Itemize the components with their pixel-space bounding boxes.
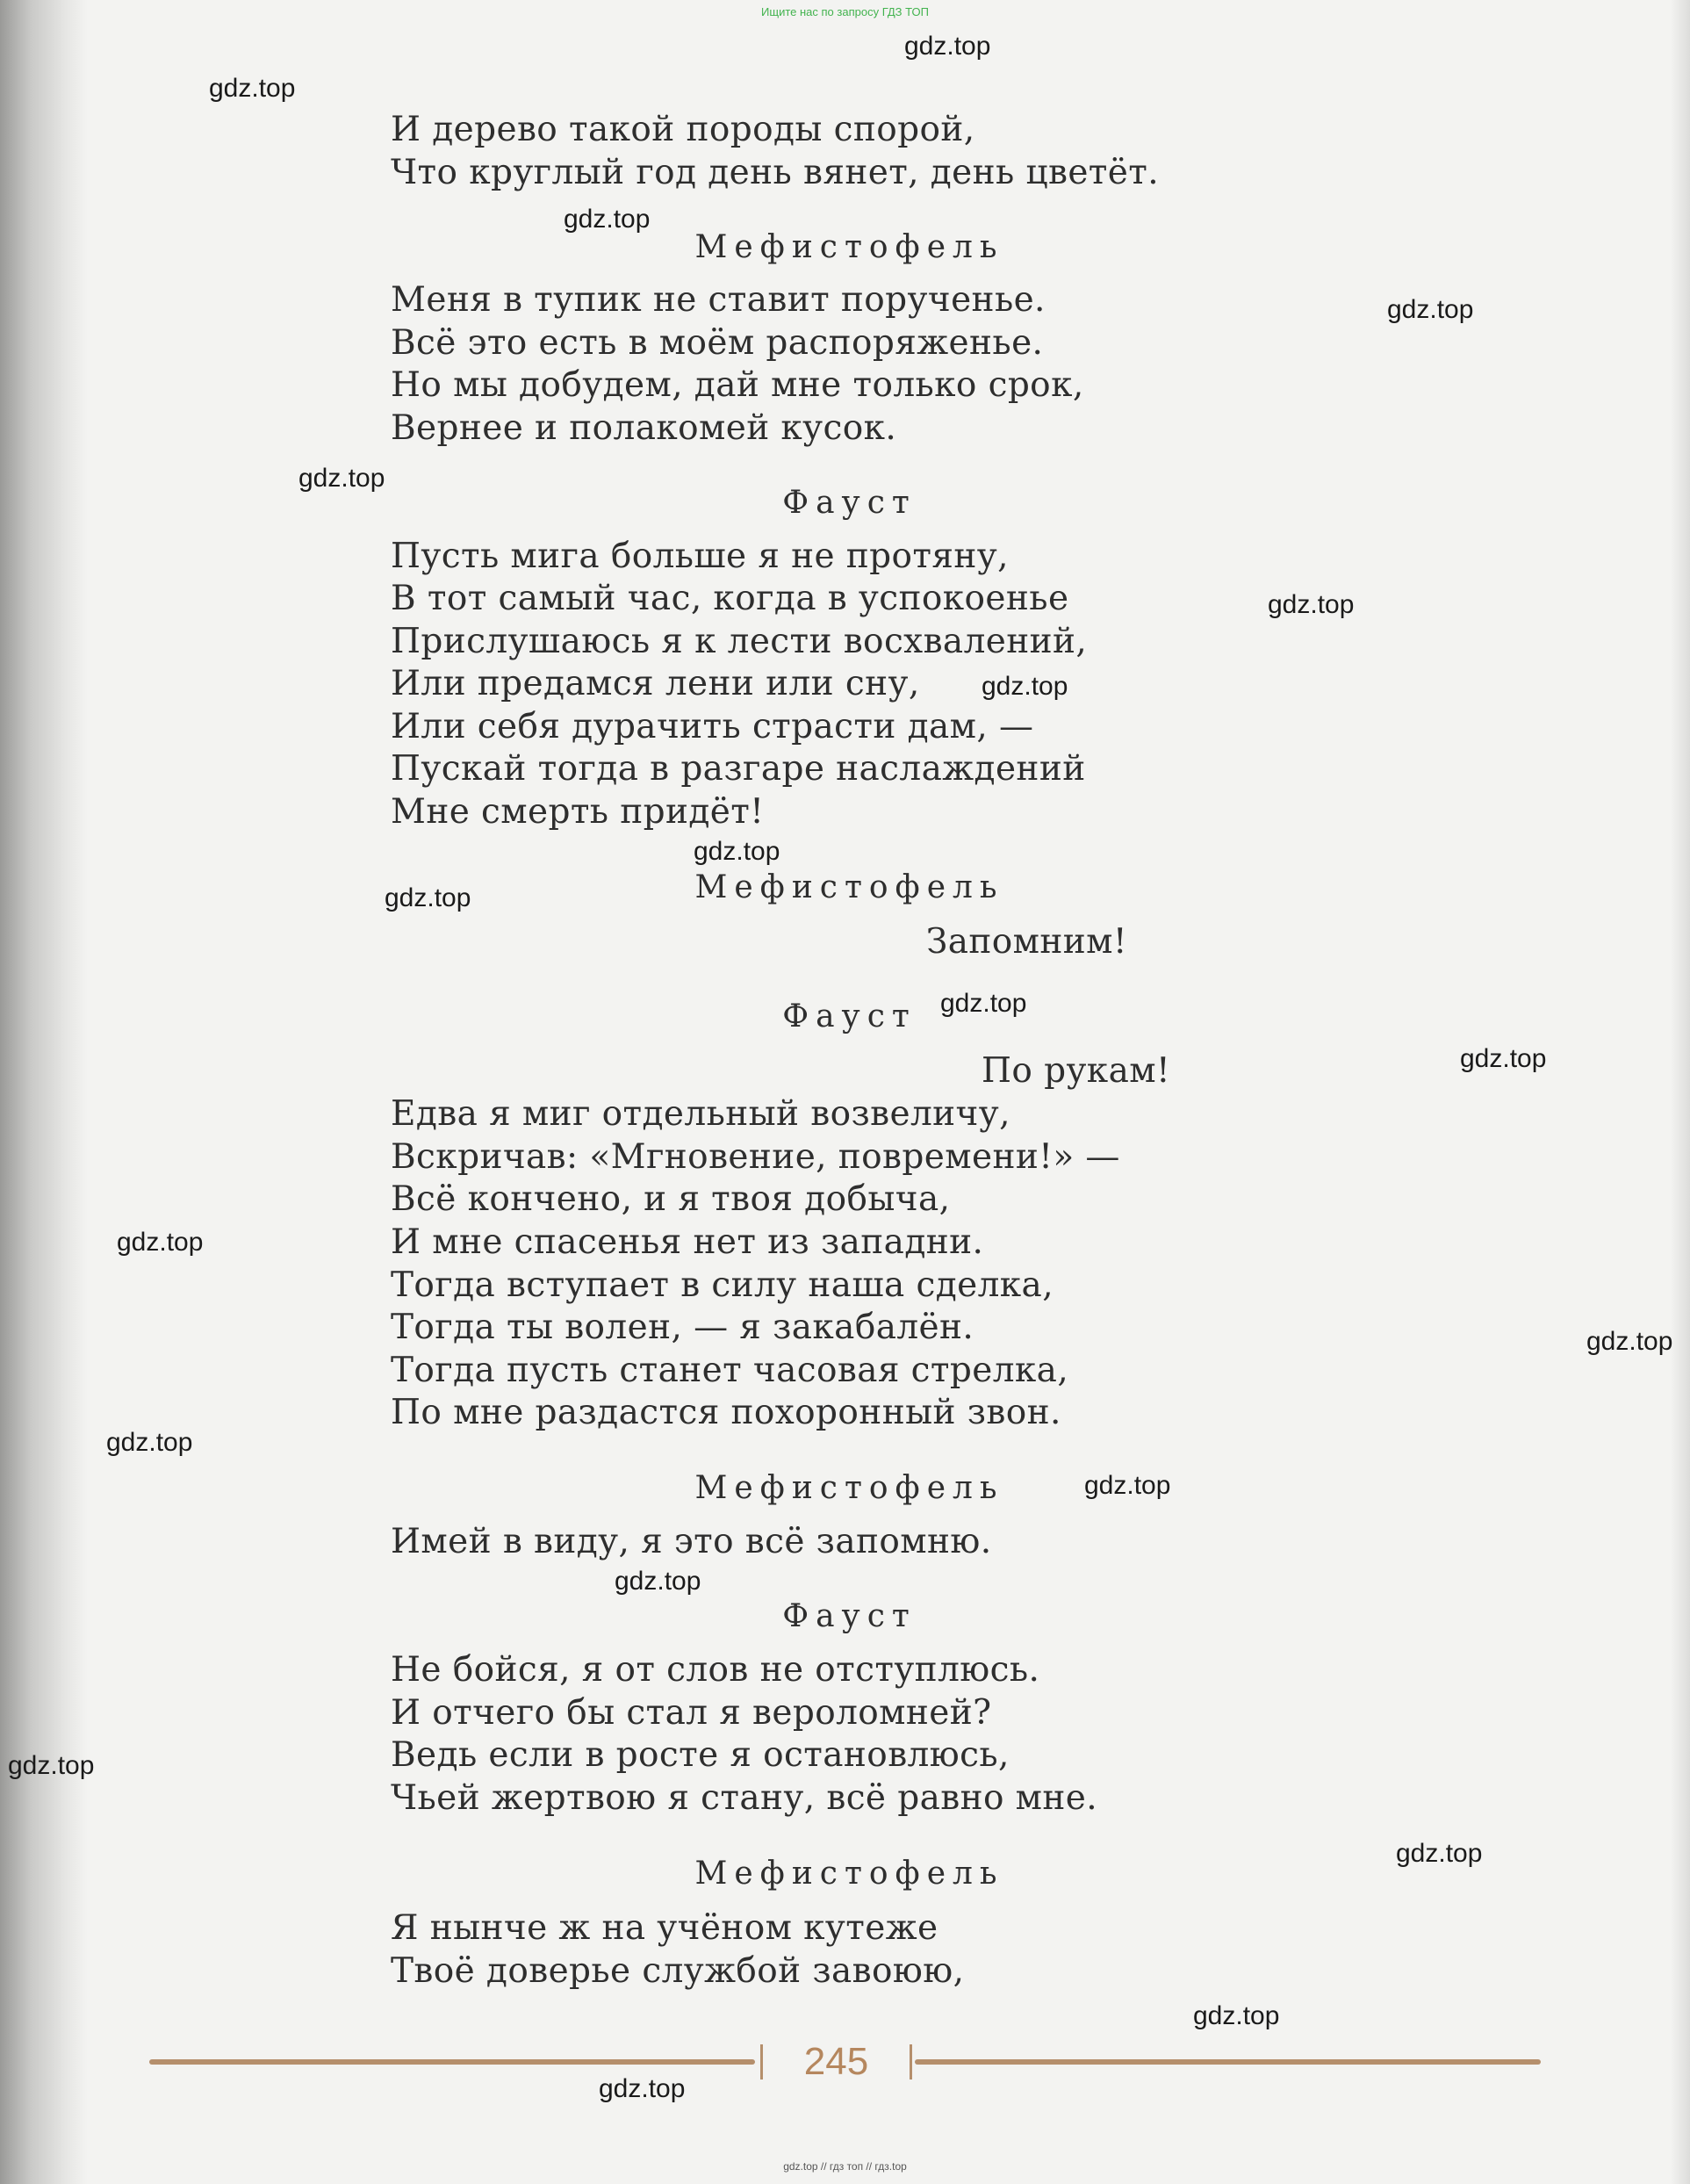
verse-line: По рукам!: [982, 1051, 1171, 1091]
footer-tick-left: [760, 2044, 763, 2079]
speaker-name: Мефистофель: [694, 229, 1004, 265]
watermark: gdz.top: [117, 1228, 204, 1257]
watermark: gdz.top: [982, 672, 1068, 701]
footer-rule-right: [915, 2059, 1541, 2065]
verse-line: Твоё доверье службой завоюю,: [391, 1951, 965, 1991]
verse-line: Пусть мига больше я не протяну,: [391, 537, 1009, 576]
verse-line: И дерево такой породы спорой,: [391, 110, 975, 149]
watermark: gdz.top: [1193, 2001, 1280, 2030]
verse-line: И мне спасенья нет из западни.: [391, 1222, 984, 1262]
footer-tick-right: [910, 2044, 912, 2079]
verse-line: Или себя дурачить страсти дам, —: [391, 707, 1034, 746]
watermark: gdz.top: [1396, 1839, 1483, 1868]
verse-line: Меня в тупик не ставит порученье.: [391, 280, 1046, 320]
watermark: gdz.top: [615, 1567, 701, 1596]
watermark: gdz.top: [8, 1751, 95, 1780]
verse-line: В тот самый час, когда в успокоенье: [391, 579, 1069, 618]
header-note: Ищите нас по запросу ГДЗ ТОП: [761, 5, 929, 18]
verse-line: Вскричав: «Мгновение, повремени!» —: [391, 1137, 1120, 1177]
page-number: 245: [803, 2040, 869, 2083]
verse-line: Запомним!: [926, 922, 1127, 962]
watermark: gdz.top: [940, 989, 1027, 1018]
verse-line: Имей в виду, я это всё запомню.: [391, 1522, 992, 1561]
watermark: gdz.top: [694, 837, 780, 866]
verse-line: Или предамся лени или сну,: [391, 664, 920, 703]
watermark: gdz.top: [209, 74, 296, 103]
verse-line: Мне смерть придёт!: [391, 792, 765, 832]
watermark: gdz.top: [106, 1428, 193, 1457]
speaker-name: Мефистофель: [694, 869, 1004, 905]
verse-line: Тогда пусть станет часовая стрелка,: [391, 1351, 1069, 1390]
speaker-name: Фауст: [782, 1598, 917, 1634]
verse-line: Всё кончено, и я твоя добыча,: [391, 1179, 951, 1219]
verse-line: Вернее и полакомей кусок.: [391, 408, 897, 448]
watermark: gdz.top: [1084, 1471, 1171, 1500]
watermark: gdz.top: [1460, 1044, 1547, 1073]
speaker-name: Мефистофель: [694, 1856, 1004, 1892]
verse-line: Пускай тогда в разгаре наслаждений: [391, 749, 1086, 789]
verse-line: Чьей жертвою я стану, всё равно мне.: [391, 1778, 1098, 1818]
speaker-name: Фауст: [782, 485, 917, 521]
speaker-name: Фауст: [782, 998, 917, 1034]
footer-note: gdz.top // гдз топ // гдз.top: [783, 2160, 907, 2173]
watermark: gdz.top: [1268, 590, 1355, 619]
footer-rule-left: [149, 2059, 755, 2065]
verse-line: Прислушаюсь я к лести восхвалений,: [391, 622, 1088, 661]
verse-line: Тогда вступает в силу наша сделка,: [391, 1265, 1054, 1305]
verse-line: Едва я миг отдельный возвеличу,: [391, 1094, 1010, 1134]
verse-line: Всё это есть в моём распоряженье.: [391, 323, 1044, 363]
watermark: gdz.top: [1387, 295, 1474, 324]
speaker-name: Мефистофель: [694, 1470, 1004, 1506]
page-footer: [149, 2036, 1541, 2088]
verse-line: Но мы добудем, дай мне только срок,: [391, 365, 1084, 405]
watermark: gdz.top: [385, 883, 471, 912]
verse-line: По мне раздастся похоронный звон.: [391, 1393, 1061, 1432]
verse-line: Тогда ты волен, — я закабалён.: [391, 1308, 974, 1347]
verse-line: Ведь если в росте я остановлюсь,: [391, 1735, 1010, 1775]
watermark: gdz.top: [1586, 1327, 1673, 1356]
verse-line: И отчего бы стал я вероломней?: [391, 1693, 992, 1733]
verse-line: Что круглый год день вянет, день цветёт.: [391, 153, 1160, 192]
watermark: gdz.top: [599, 2074, 686, 2103]
watermark: gdz.top: [904, 32, 991, 61]
watermark: gdz.top: [564, 205, 651, 234]
verse-line: Не бойся, я от слов не отступлюсь.: [391, 1650, 1040, 1690]
watermark: gdz.top: [298, 464, 385, 493]
verse-line: Я нынче ж на учёном кутеже: [391, 1908, 938, 1948]
